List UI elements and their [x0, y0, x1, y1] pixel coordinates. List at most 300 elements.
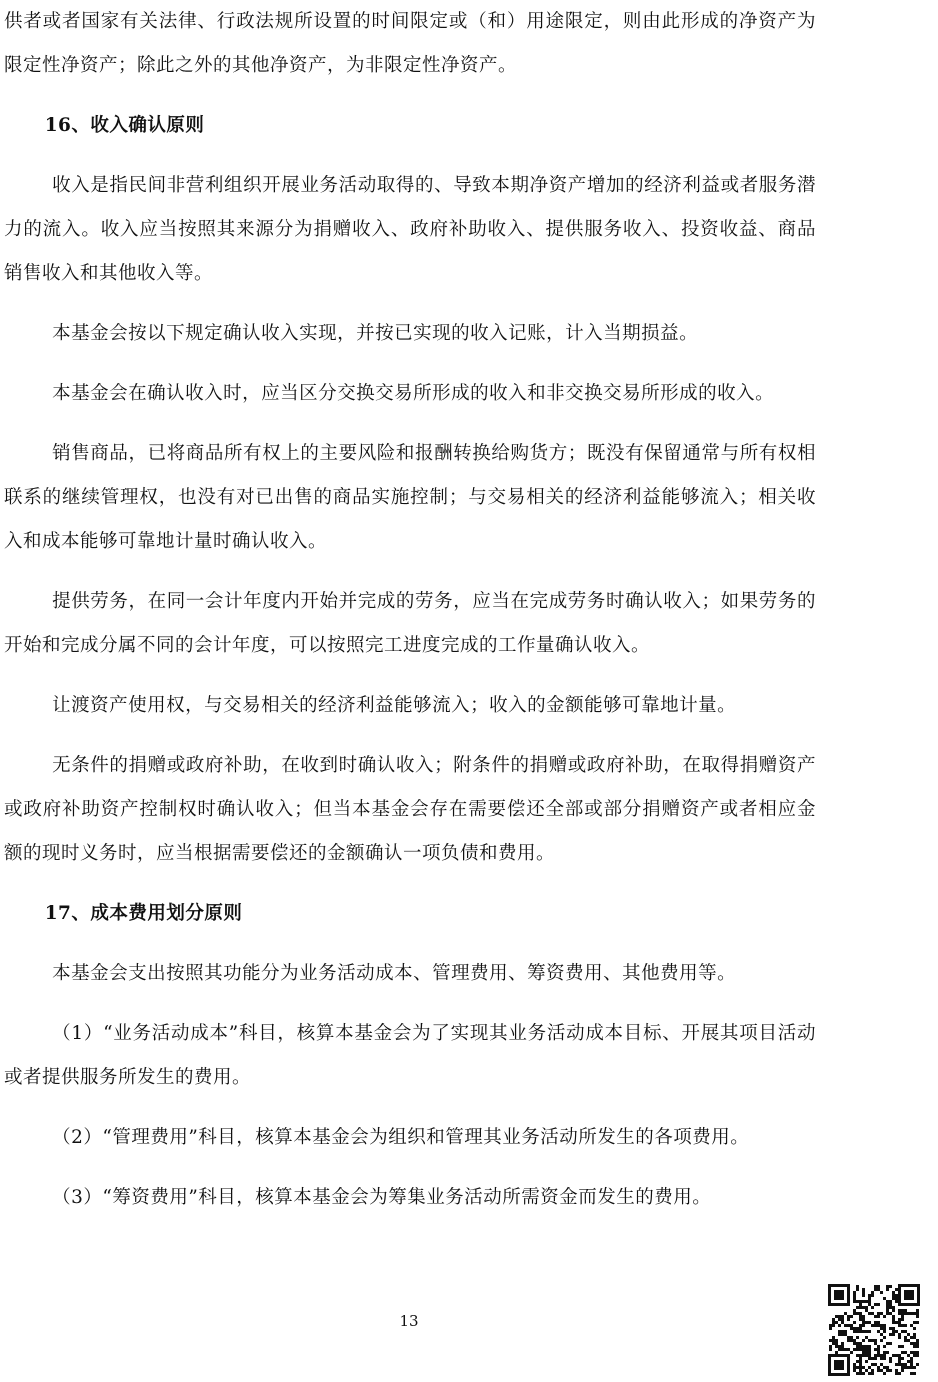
- qr-module: [898, 1357, 901, 1360]
- qr-module: [841, 1318, 844, 1321]
- qr-module: [832, 1321, 835, 1324]
- qr-module: [910, 1363, 913, 1366]
- qr-module: [865, 1360, 868, 1363]
- qr-module: [874, 1315, 877, 1318]
- qr-module: [832, 1336, 835, 1339]
- qr-module: [880, 1354, 883, 1357]
- qr-module: [901, 1351, 904, 1354]
- qr-module: [859, 1372, 862, 1375]
- qr-module: [883, 1315, 886, 1318]
- qr-module: [895, 1369, 898, 1372]
- qr-module: [883, 1357, 886, 1360]
- qr-module: [865, 1345, 868, 1348]
- qr-module: [874, 1324, 877, 1327]
- qr-module: [859, 1330, 862, 1333]
- qr-module: [847, 1336, 850, 1339]
- qr-module: [859, 1327, 862, 1330]
- qr-module: [913, 1336, 916, 1339]
- qr-module: [844, 1312, 847, 1315]
- qr-module: [910, 1342, 913, 1345]
- qr-module: [856, 1288, 859, 1291]
- qr-module: [859, 1342, 862, 1345]
- paragraph-financing-expense: （3）“筹资费用”科目，核算本基金会为筹集业务活动所需资金而发生的费用。: [52, 1187, 712, 1208]
- qr-module: [871, 1324, 874, 1327]
- qr-module: [907, 1366, 910, 1369]
- qr-module: [847, 1324, 850, 1327]
- qr-module: [838, 1315, 841, 1318]
- qr-module: [862, 1315, 865, 1318]
- qr-module: [910, 1357, 913, 1360]
- qr-module: [916, 1342, 919, 1345]
- qr-module: [862, 1351, 865, 1354]
- qr-module: [910, 1324, 913, 1327]
- qr-module: [856, 1348, 859, 1351]
- paragraph-management-expense: （2）“管理费用”科目，核算本基金会为组织和管理其业务活动所发生的各项费用。: [52, 1127, 750, 1148]
- qr-module: [859, 1303, 862, 1306]
- qr-module: [913, 1366, 916, 1369]
- qr-module: [886, 1303, 889, 1306]
- section-heading-17: 17、成本费用划分原则: [44, 903, 243, 924]
- qr-module: [841, 1345, 844, 1348]
- qr-module: [853, 1300, 856, 1303]
- qr-module: [841, 1330, 844, 1333]
- qr-module: [904, 1363, 907, 1366]
- qr-module: [889, 1357, 892, 1360]
- qr-module: [898, 1333, 901, 1336]
- qr-module: [859, 1354, 862, 1357]
- qr-module: [868, 1354, 871, 1357]
- qr-module: [868, 1321, 871, 1324]
- document-body: [4, 0, 816, 1236]
- qr-module: [880, 1333, 883, 1336]
- qr-module: [910, 1312, 913, 1315]
- qr-module: [856, 1327, 859, 1330]
- qr-module: [862, 1366, 865, 1369]
- qr-module: [853, 1294, 856, 1297]
- qr-module: [835, 1345, 838, 1348]
- qr-module: [871, 1294, 874, 1297]
- qr-module: [877, 1369, 880, 1372]
- qr-module: [862, 1291, 865, 1294]
- qr-module: [865, 1354, 868, 1357]
- qr-module: [829, 1324, 832, 1327]
- qr-module: [898, 1324, 901, 1327]
- qr-module: [871, 1291, 874, 1294]
- qr-module: [859, 1369, 862, 1372]
- qr-module: [892, 1318, 895, 1321]
- qr-module: [877, 1321, 880, 1324]
- qr-module: [895, 1288, 898, 1291]
- qr-module: [838, 1324, 841, 1327]
- qr-module: [889, 1369, 892, 1372]
- qr-module: [895, 1363, 898, 1366]
- qr-module: [913, 1345, 916, 1348]
- qr-module: [913, 1333, 916, 1336]
- qr-module: [898, 1354, 901, 1357]
- qr-module: [883, 1336, 886, 1339]
- qr-module: [868, 1357, 871, 1360]
- qr-module: [889, 1300, 892, 1303]
- qr-module: [880, 1363, 883, 1366]
- qr-module: [856, 1336, 859, 1339]
- qr-module: [901, 1324, 904, 1327]
- qr-module: [886, 1288, 889, 1291]
- qr-module: [835, 1315, 838, 1318]
- qr-module: [898, 1363, 901, 1366]
- qr-module: [862, 1294, 865, 1297]
- qr-module: [895, 1330, 898, 1333]
- qr-module: [916, 1312, 919, 1315]
- qr-module: [874, 1285, 877, 1288]
- qr-module: [877, 1285, 880, 1288]
- qr-module: [862, 1339, 865, 1342]
- qr-module: [835, 1339, 838, 1342]
- qr-module: [853, 1321, 856, 1324]
- qr-module: [853, 1348, 856, 1351]
- qr-module: [889, 1285, 892, 1288]
- qr-module: [853, 1297, 856, 1300]
- qr-module: [856, 1306, 859, 1309]
- qr-module: [904, 1324, 907, 1327]
- qr-module: [877, 1303, 880, 1306]
- qr-module: [856, 1366, 859, 1369]
- qr-module: [889, 1342, 892, 1345]
- qr-module: [850, 1339, 853, 1342]
- qr-module: [913, 1354, 916, 1357]
- qr-module: [859, 1324, 862, 1327]
- qr-module: [847, 1315, 850, 1318]
- qr-module: [853, 1342, 856, 1345]
- qr-module: [913, 1321, 916, 1324]
- qr-module: [898, 1372, 901, 1375]
- qr-module: [844, 1333, 847, 1336]
- qr-module: [877, 1345, 880, 1348]
- qr-module: [907, 1360, 910, 1363]
- qr-code-icon: [826, 1282, 922, 1378]
- qr-module: [889, 1333, 892, 1336]
- qr-module: [886, 1369, 889, 1372]
- qr-module: [829, 1327, 832, 1330]
- qr-module: [901, 1318, 904, 1321]
- qr-module: [910, 1351, 913, 1354]
- qr-module: [904, 1366, 907, 1369]
- qr-module: [862, 1372, 865, 1375]
- qr-module: [901, 1315, 904, 1318]
- qr-module: [865, 1336, 868, 1339]
- qr-module: [883, 1324, 886, 1327]
- qr-module: [829, 1339, 832, 1342]
- qr-module: [877, 1288, 880, 1291]
- qr-module: [901, 1309, 904, 1312]
- qr-module: [856, 1312, 859, 1315]
- qr-module: [874, 1357, 877, 1360]
- qr-module: [853, 1330, 856, 1333]
- paragraph-revenue-rule: 本基金会按以下规定确认收入实现，并按已实现的收入记账，计入当期损益。: [52, 323, 699, 344]
- qr-module: [835, 1351, 838, 1354]
- paragraph-exchange-distinction: 本基金会在确认收入时，应当区分交换交易所形成的收入和非交换交易所形成的收入。: [52, 383, 775, 404]
- qr-module: [862, 1321, 865, 1324]
- qr-module: [880, 1357, 883, 1360]
- qr-module: [871, 1306, 874, 1309]
- qr-module: [865, 1306, 868, 1309]
- qr-module: [868, 1312, 871, 1315]
- qr-module: [871, 1339, 874, 1342]
- qr-module: [838, 1333, 841, 1336]
- qr-module: [841, 1321, 844, 1324]
- paragraph-expense-classes: 本基金会支出按照其功能分为业务活动成本、管理费用、筹资费用、其他费用等。: [52, 963, 737, 984]
- qr-module: [832, 1342, 835, 1345]
- qr-module: [862, 1324, 865, 1327]
- qr-module: [886, 1285, 889, 1288]
- qr-module: [892, 1330, 895, 1333]
- qr-module: [868, 1294, 871, 1297]
- paragraph-goods-sales: 销售商品，已将商品所有权上的主要风险和报酬转换给购货方；既没有保留通常与所有权相联系的继续管理权，也没有对已出售的商品实施控制；与交易相关的经济利益能够流入；相关收入和成本能够可靠地计量时确认收入。: [4, 443, 816, 552]
- qr-module: [847, 1348, 850, 1351]
- qr-module: [877, 1348, 880, 1351]
- qr-module: [913, 1327, 916, 1330]
- qr-module: [916, 1339, 919, 1342]
- qr-module: [892, 1333, 895, 1336]
- qr-module: [907, 1312, 910, 1315]
- paragraph-continued: 供者或者国家有关法律、行政法规所设置的时间限定或（和）用途限定，则由此形成的净资产为限定性净资产；除此之外的其他净资产，为非限定性净资产。: [4, 11, 816, 76]
- qr-module: [859, 1345, 862, 1348]
- qr-module: [880, 1339, 883, 1342]
- qr-module: [892, 1321, 895, 1324]
- qr-module: [889, 1306, 892, 1309]
- qr-module: [868, 1366, 871, 1369]
- qr-module: [889, 1312, 892, 1315]
- qr-module: [895, 1354, 898, 1357]
- qr-module: [886, 1342, 889, 1345]
- qr-module: [877, 1351, 880, 1354]
- qr-module: [916, 1345, 919, 1348]
- qr-module: [865, 1321, 868, 1324]
- qr-module: [835, 1342, 838, 1345]
- qr-module: [892, 1306, 895, 1309]
- qr-module: [880, 1327, 883, 1330]
- qr-module: [874, 1342, 877, 1345]
- qr-module: [871, 1312, 874, 1315]
- qr-module: [910, 1372, 913, 1375]
- qr-module: [832, 1324, 835, 1327]
- qr-module: [889, 1360, 892, 1363]
- qr-module: [859, 1312, 862, 1315]
- qr-module: [829, 1348, 832, 1351]
- qr-module: [895, 1321, 898, 1324]
- qr-module: [889, 1303, 892, 1306]
- qr-module: [883, 1351, 886, 1354]
- section-heading-16: 16、收入确认原则: [44, 115, 205, 136]
- qr-module: [916, 1351, 919, 1354]
- qr-module: [874, 1354, 877, 1357]
- qr-module: [913, 1372, 916, 1375]
- qr-module: [856, 1342, 859, 1345]
- qr-module: [886, 1366, 889, 1369]
- qr-module: [886, 1309, 889, 1312]
- qr-module: [844, 1330, 847, 1333]
- qr-module: [892, 1291, 895, 1294]
- qr-module: [862, 1300, 865, 1303]
- qr-module: [841, 1348, 844, 1351]
- qr-module: [889, 1327, 892, 1330]
- qr-module: [904, 1336, 907, 1339]
- qr-module: [874, 1303, 877, 1306]
- qr-module: [874, 1288, 877, 1291]
- qr-module: [895, 1300, 898, 1303]
- qr-module: [838, 1345, 841, 1348]
- qr-module: [898, 1309, 901, 1312]
- qr-module: [856, 1360, 859, 1363]
- qr-module: [853, 1369, 856, 1372]
- qr-module: [862, 1348, 865, 1351]
- qr-module: [856, 1285, 859, 1288]
- qr-module: [880, 1312, 883, 1315]
- qr-module: [850, 1315, 853, 1318]
- qr-module: [871, 1369, 874, 1372]
- qr-module: [850, 1324, 853, 1327]
- qr-module: [832, 1318, 835, 1321]
- qr-module: [907, 1333, 910, 1336]
- qr-module: [901, 1330, 904, 1333]
- qr-module: [853, 1363, 856, 1366]
- qr-module: [892, 1309, 895, 1312]
- qr-module: [862, 1330, 865, 1333]
- paragraph-asset-use: 让渡资产使用权，与交易相关的经济利益能够流入；收入的金额能够可靠地计量。: [52, 695, 737, 716]
- qr-module: [886, 1351, 889, 1354]
- qr-module: [844, 1348, 847, 1351]
- qr-module: [871, 1372, 874, 1375]
- qr-module: [874, 1339, 877, 1342]
- qr-module: [859, 1363, 862, 1366]
- qr-module: [856, 1354, 859, 1357]
- paragraph-revenue-definition: 收入是指民间非营利组织开展业务活动取得的、导致本期净资产增加的经济利益或者服务潜力的流入。收入应当按照其来源分为捐赠收入、政府补助收入、提供服务收入、投资收益、商品销售收入和其他收入等。: [4, 175, 816, 284]
- qr-module: [859, 1315, 862, 1318]
- qr-module: [856, 1345, 859, 1348]
- qr-module: [892, 1354, 895, 1357]
- qr-module: [838, 1318, 841, 1321]
- qr-module: [913, 1342, 916, 1345]
- qr-module: [904, 1351, 907, 1354]
- qr-module: [874, 1321, 877, 1324]
- qr-module: [850, 1336, 853, 1339]
- qr-module: [898, 1321, 901, 1324]
- qr-module: [868, 1300, 871, 1303]
- qr-module: [862, 1354, 865, 1357]
- qr-module: [907, 1339, 910, 1342]
- qr-module: [901, 1366, 904, 1369]
- qr-module: [874, 1348, 877, 1351]
- qr-module: [862, 1288, 865, 1291]
- qr-module: [853, 1309, 856, 1312]
- qr-module: [856, 1372, 859, 1375]
- qr-module: [886, 1312, 889, 1315]
- qr-module: [862, 1306, 865, 1309]
- qr-module: [865, 1369, 868, 1372]
- qr-module: [901, 1369, 904, 1372]
- qr-module: [868, 1348, 871, 1351]
- qr-module: [832, 1339, 835, 1342]
- qr-module: [886, 1306, 889, 1309]
- qr-module: [883, 1354, 886, 1357]
- qr-module: [895, 1297, 898, 1300]
- qr-module: [871, 1363, 874, 1366]
- paragraph-business-cost: （1）“业务活动成本”科目，核算本基金会为了实现其业务活动成本目标、开展其项目活动或者提供服务所发生的费用。: [4, 1023, 816, 1088]
- qr-module: [868, 1303, 871, 1306]
- qr-module: [910, 1366, 913, 1369]
- qr-module: [847, 1339, 850, 1342]
- qr-module: [892, 1294, 895, 1297]
- qr-module: [901, 1312, 904, 1315]
- qr-module: [877, 1324, 880, 1327]
- qr-module: [883, 1345, 886, 1348]
- qr-module: [904, 1312, 907, 1315]
- qr-module: [865, 1351, 868, 1354]
- qr-module: [859, 1318, 862, 1321]
- qr-module: [895, 1372, 898, 1375]
- qr-module: [853, 1291, 856, 1294]
- qr-module: [880, 1324, 883, 1327]
- qr-module: [856, 1330, 859, 1333]
- qr-module: [850, 1351, 853, 1354]
- qr-module: [853, 1339, 856, 1342]
- qr-module: [886, 1300, 889, 1303]
- qr-module: [901, 1363, 904, 1366]
- qr-module: [859, 1300, 862, 1303]
- qr-module: [880, 1291, 883, 1294]
- qr-module: [883, 1327, 886, 1330]
- qr-module: [853, 1327, 856, 1330]
- qr-module: [868, 1345, 871, 1348]
- qr-module: [841, 1333, 844, 1336]
- qr-module: [841, 1315, 844, 1318]
- qr-module: [901, 1345, 904, 1348]
- qr-module: [835, 1321, 838, 1324]
- qr-module: [892, 1315, 895, 1318]
- qr-module: [883, 1297, 886, 1300]
- qr-module: [883, 1330, 886, 1333]
- qr-module: [913, 1312, 916, 1315]
- qr-module: [874, 1363, 877, 1366]
- paragraph-services: 提供劳务，在同一会计年度内开始并完成的劳务，应当在完成劳务时确认收入；如果劳务的开始和完成分属不同的会计年度，可以按照完工进度完成的工作量确认收入。: [4, 591, 816, 656]
- qr-module: [895, 1294, 898, 1297]
- qr-module: [829, 1345, 832, 1348]
- qr-module: [859, 1360, 862, 1363]
- qr-module: [913, 1351, 916, 1354]
- qr-module: [898, 1336, 901, 1339]
- qr-module: [868, 1330, 871, 1333]
- qr-module: [904, 1330, 907, 1333]
- qr-module: [868, 1372, 871, 1375]
- qr-module: [907, 1354, 910, 1357]
- qr-module: [859, 1366, 862, 1369]
- qr-module: [877, 1312, 880, 1315]
- qr-module: [859, 1357, 862, 1360]
- qr-module: [859, 1306, 862, 1309]
- qr-module: [859, 1348, 862, 1351]
- qr-module: [856, 1300, 859, 1303]
- qr-module: [901, 1357, 904, 1360]
- qr-module: [883, 1366, 886, 1369]
- qr-module: [838, 1348, 841, 1351]
- qr-module: [898, 1312, 901, 1315]
- qr-module: [880, 1369, 883, 1372]
- qr-module: [898, 1345, 901, 1348]
- qr-module: [916, 1309, 919, 1312]
- qr-module: [841, 1342, 844, 1345]
- qr-module: [853, 1366, 856, 1369]
- qr-module: [892, 1297, 895, 1300]
- paragraph-donations: 无条件的捐赠或政府补助，在收到时确认收入；附条件的捐赠或政府补助，在取得捐赠资产或政府补助资产控制权时确认收入；但当本基金会存在需要偿还全部或部分捐赠资产或者相应金额的现时义务时，应当根据需要偿还的金额确认一项负债和费用。: [4, 755, 816, 864]
